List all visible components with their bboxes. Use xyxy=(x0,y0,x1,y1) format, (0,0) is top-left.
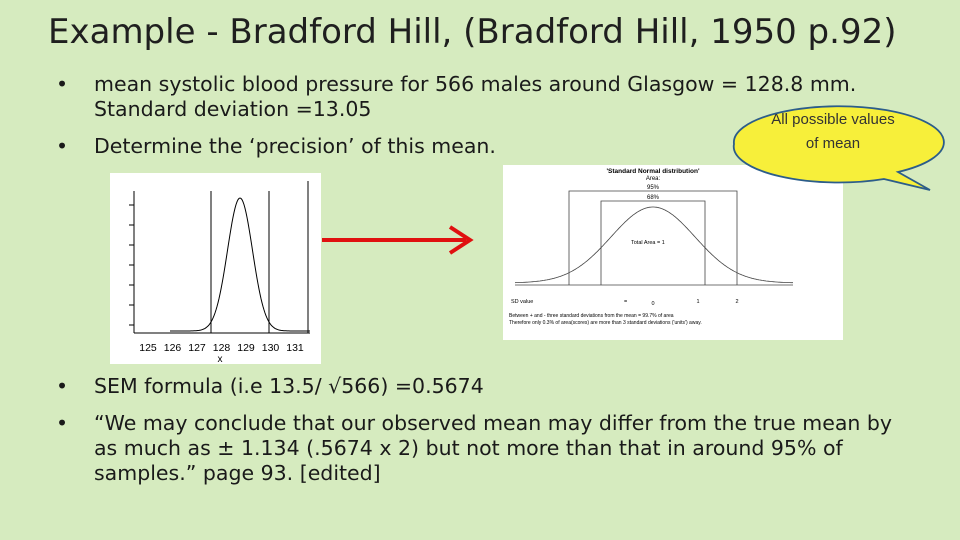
x-tick-label: 131 xyxy=(286,342,304,354)
x-tick-label: 125 xyxy=(139,342,157,354)
x-tick-label: 128 xyxy=(212,342,231,354)
sd-tick-2: 2 xyxy=(735,299,739,305)
pct-68-label: 68% xyxy=(646,195,660,201)
x-tick-labels xyxy=(139,342,304,354)
slide-title: Example - Bradford Hill, (Bradford Hill, 1950 p.92) xyxy=(48,12,897,52)
area-note-2: Therefore only 0.3% of area(scores) are more than 3 standard deviations ('units') away. xyxy=(509,320,702,326)
bullet-item: • mean systolic blood pressure for 566 males around Glasgow = 128.8 mm. Standard deviation =13.05 xyxy=(56,72,916,122)
x-tick-label: 130 xyxy=(261,342,280,354)
sampling-distribution-figure xyxy=(110,173,321,364)
bullet-item: • Determine the ‘precision’ of this mean. xyxy=(56,134,916,159)
sd-tick-0: 0 xyxy=(651,301,655,307)
area-note-1: Between + and - three standard deviations from the mean = 99.7% of area xyxy=(509,313,674,319)
bullet-item: • SEM formula (i.e 13.5/ √566) =0.5674 xyxy=(56,374,916,399)
bullet-item: • “We may conclude that our observed mean may differ from the true mean by as much as ± 1.134 (.5674 x 2) but not more than that in around 95% of samples.” page 93. [edited] xyxy=(56,411,916,486)
sampling-distribution-plot xyxy=(110,173,321,364)
sd-tick-1: 1 xyxy=(696,299,700,305)
x-tick-label: 126 xyxy=(163,342,182,354)
sd-value-label: SD value xyxy=(511,299,534,305)
sd-equals: = xyxy=(624,299,628,305)
bullet-list-bottom xyxy=(56,374,916,498)
bracket-95 xyxy=(569,191,737,285)
normal-curve xyxy=(170,198,310,331)
x-axis-label: x xyxy=(217,354,223,364)
x-tick-label: 127 xyxy=(188,342,206,354)
x-tick-label: 129 xyxy=(237,342,255,354)
pct-95-label: 95% xyxy=(646,185,660,191)
total-area-label: Total Area = 1 xyxy=(631,240,665,246)
callout-text: All possible values of mean xyxy=(771,111,895,152)
area-label: Area: xyxy=(645,176,661,182)
std-normal-title: 'Standard Normal distribution' xyxy=(606,168,700,175)
right-arrow-icon xyxy=(320,224,480,258)
